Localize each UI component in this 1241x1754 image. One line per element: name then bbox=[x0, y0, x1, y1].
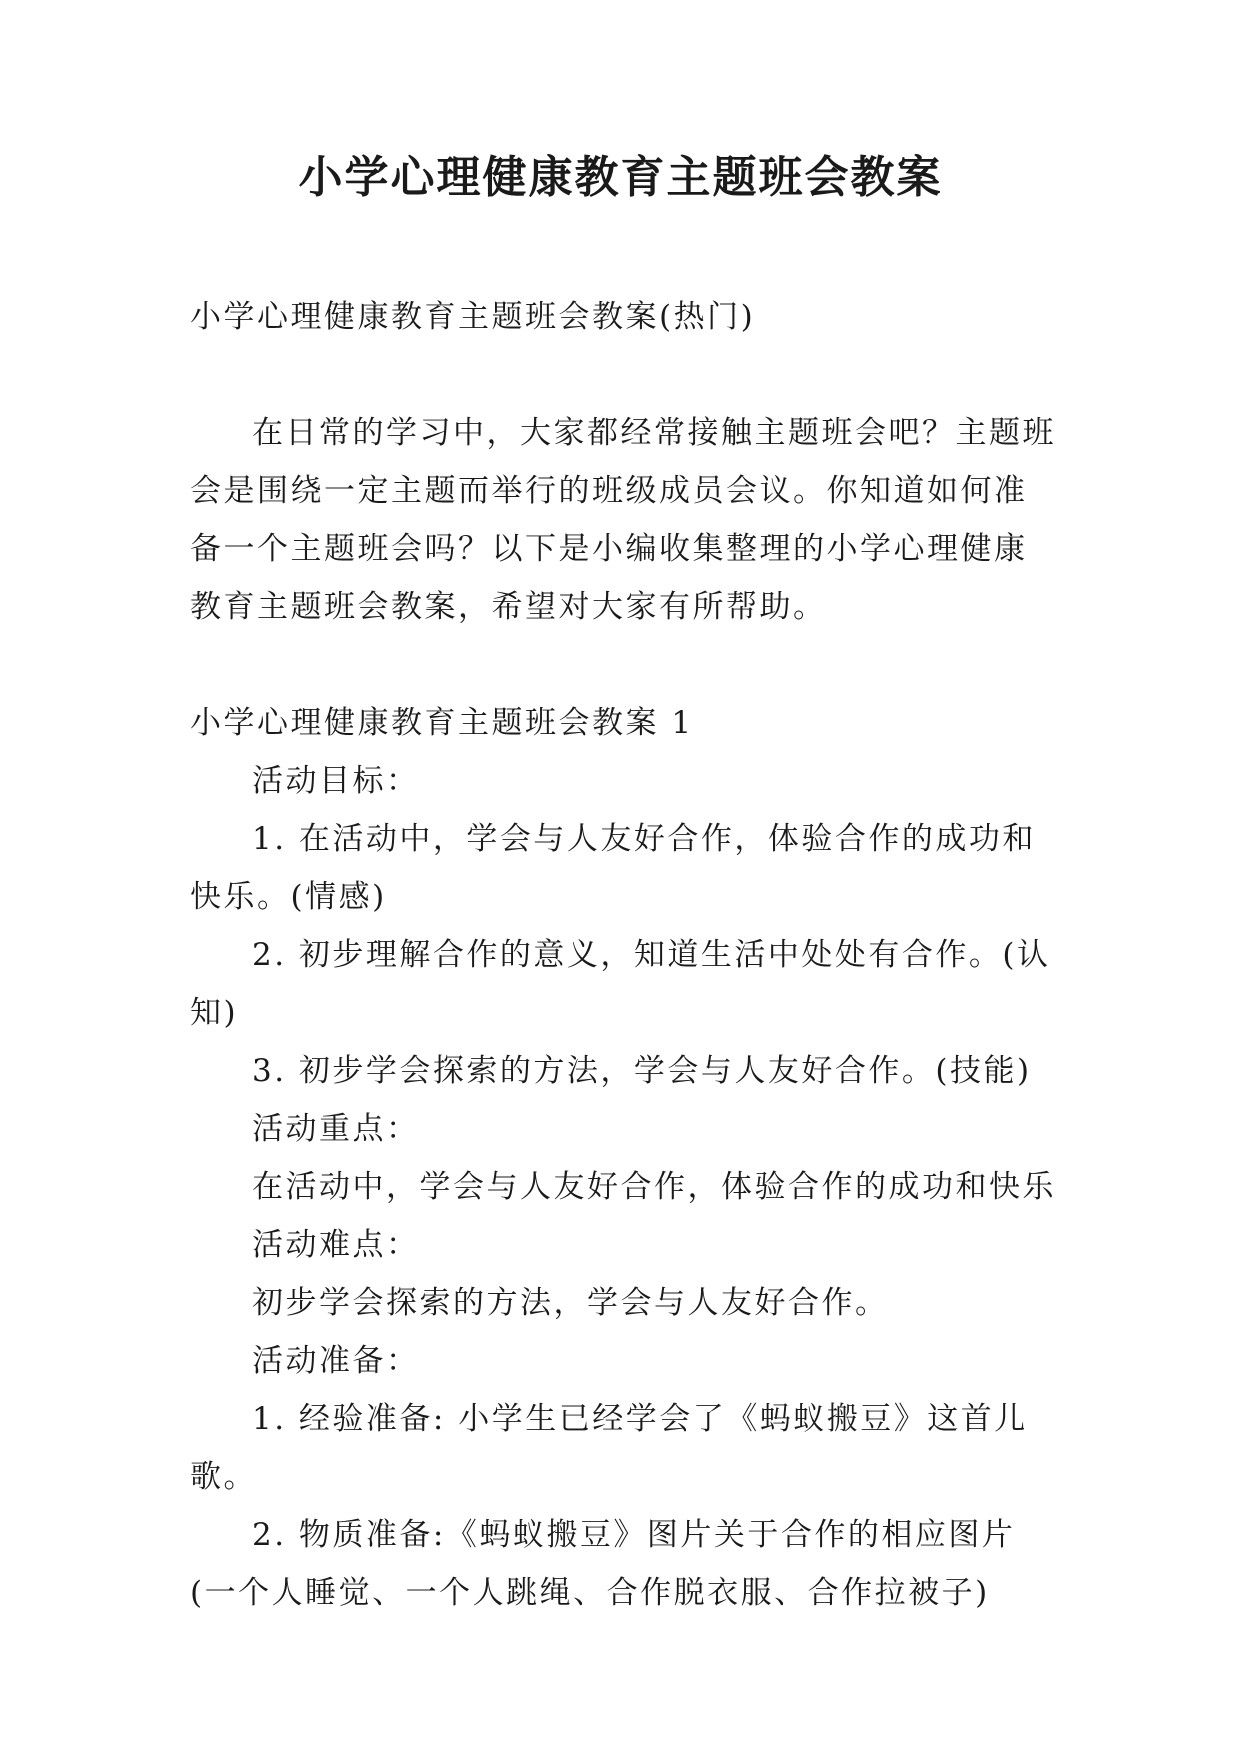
document-body bbox=[190, 288, 1060, 1622]
goals-label: 活动目标： bbox=[252, 763, 420, 799]
preparation-item-2: 2. 物质准备:《蚂蚁搬豆》图片关于合作的相应图片(一个人睡觉、一个人跳绳、合作脱衣服、合作拉被子) bbox=[190, 1517, 1016, 1611]
document-title: 小学心理健康教育主题班会教案 bbox=[298, 152, 943, 203]
difficulty-text: 初步学会探索的方法，学会与人友好合作。 bbox=[252, 1285, 889, 1321]
preparation-item-1: 1. 经验准备: 小学生已经学会了《蚂蚁搬豆》这首儿歌。 bbox=[190, 1401, 1028, 1495]
focus-text: 在活动中，学会与人友好合作，体验合作的成功和快乐 bbox=[252, 1169, 1056, 1205]
preparation-label: 活动准备： bbox=[252, 1343, 420, 1379]
intro-paragraph: 在日常的学习中，大家都经常接触主题班会吧？主题班会是围绕一定主题而举行的班级成员会议。你知道如何准备一个主题班会吗？以下是小编收集整理的小学心理健康教育主题班会教案，希望对大家有所帮助。 bbox=[190, 415, 1056, 625]
goal-item-3: 3. 初步学会探索的方法，学会与人友好合作。(技能) bbox=[252, 1053, 1032, 1089]
goal-item-1: 1. 在活动中，学会与人友好合作，体验合作的成功和快乐。(情感) bbox=[190, 821, 1036, 915]
section-heading: 小学心理健康教育主题班会教案 1 bbox=[190, 705, 694, 741]
document-subtitle: 小学心理健康教育主题班会教案(热门) bbox=[190, 299, 756, 335]
focus-label: 活动重点： bbox=[252, 1111, 420, 1147]
difficulty-label: 活动难点： bbox=[252, 1227, 420, 1263]
goal-item-2: 2. 初步理解合作的意义，知道生活中处处有合作。(认知) bbox=[190, 937, 1051, 1031]
